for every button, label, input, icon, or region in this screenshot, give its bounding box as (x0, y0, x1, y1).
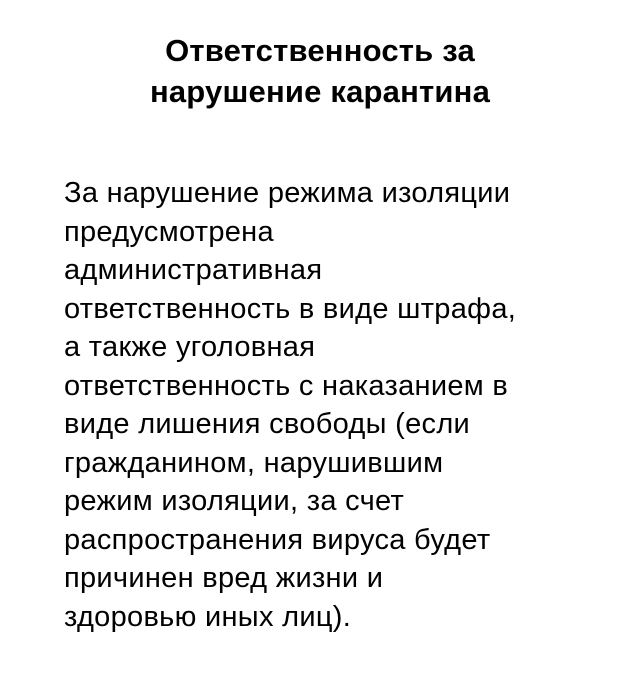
body-line: распространения вируса будет (64, 523, 491, 556)
body-paragraph (64, 174, 624, 636)
body-line: здоровью иных лиц). (64, 600, 352, 633)
title-line: нарушение карантина (149, 74, 491, 109)
title-line: Ответственность за (165, 33, 475, 68)
body-line: а также уголовная (64, 331, 316, 363)
body-line: гражданином, нарушившим (64, 446, 444, 479)
body-line: За нарушение режима изоляции (64, 177, 511, 209)
body-line: виде лишения свободы (если (64, 408, 471, 440)
body-line: административная (64, 254, 323, 286)
body-line: предусмотрена (64, 215, 274, 248)
page-title (0, 30, 640, 112)
body-line: ответственность с наказанием в (64, 369, 509, 402)
body-line: ответственность в виде штрафа, (64, 292, 517, 325)
body-line: причинен вред жизни и (64, 562, 384, 594)
body-line: режим изоляции, за счет (64, 485, 405, 517)
